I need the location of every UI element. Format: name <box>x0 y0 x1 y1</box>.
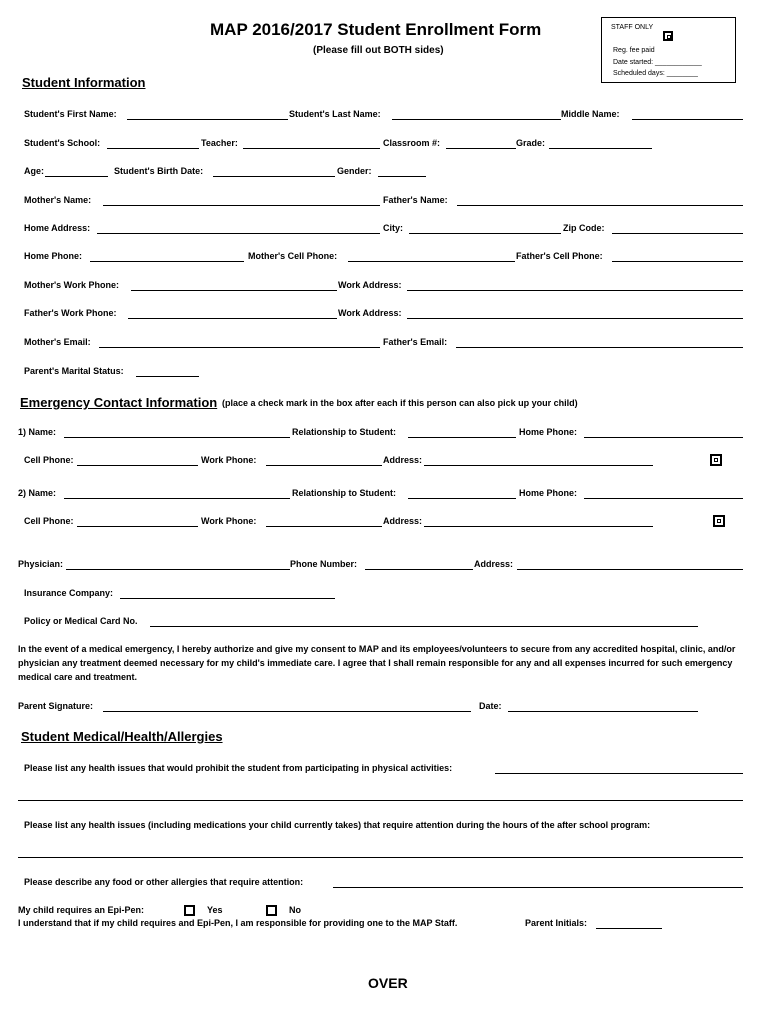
epipen-label: My child requires an Epi-Pen: <box>18 905 145 915</box>
mother-email-field[interactable] <box>99 347 380 348</box>
birth-date-label: Student's Birth Date: <box>114 166 204 176</box>
home-phone-label: Home Phone: <box>24 251 83 261</box>
zip-field[interactable] <box>612 233 743 234</box>
contact1-pickup-checkbox[interactable] <box>710 454 722 466</box>
contact2-work-label: Work Phone: <box>201 516 257 526</box>
father-cell-field[interactable] <box>612 261 743 262</box>
physician-address-field[interactable] <box>517 569 743 570</box>
health-q1-label: Please list any health issues that would prohibit the student from participating in physical activities: <box>24 763 453 773</box>
reg-fee-label: Reg. fee paid <box>613 47 655 54</box>
staff-only-label: STAFF ONLY <box>611 24 654 31</box>
health-q1-field[interactable] <box>495 773 743 774</box>
age-label: Age: <box>24 166 44 176</box>
contact2-work-field[interactable] <box>266 526 382 527</box>
emergency-heading: Emergency Contact Information <box>20 395 218 410</box>
contact2-address-label: Address: <box>383 516 423 526</box>
mother-email-label: Mother's Email: <box>24 337 91 347</box>
last-name-field[interactable] <box>392 119 561 120</box>
marital-status-field[interactable] <box>136 376 199 377</box>
insurance-field[interactable] <box>120 598 335 599</box>
signature-date-label: Date: <box>479 701 502 711</box>
contact1-home-phone-field[interactable] <box>584 437 743 438</box>
father-email-label: Father's Email: <box>383 337 448 347</box>
last-name-label: Student's Last Name: <box>289 109 381 119</box>
signature-field[interactable] <box>103 711 471 712</box>
home-address-label: Home Address: <box>24 223 91 233</box>
epipen-yes-label: Yes <box>207 905 223 915</box>
mothers-name-field[interactable] <box>103 205 380 206</box>
school-label: Student's School: <box>24 138 101 148</box>
mother-work-phone-label: Mother's Work Phone: <box>24 280 119 290</box>
physician-phone-label: Phone Number: <box>290 559 358 569</box>
physician-address-label: Address: <box>474 559 514 569</box>
contact1-address-label: Address: <box>383 455 423 465</box>
contact1-home-phone-label: Home Phone: <box>519 427 578 437</box>
parent-initials-label: Parent Initials: <box>525 918 588 928</box>
father-email-field[interactable] <box>456 347 743 348</box>
form-subtitle: (Please fill out BOTH sides) <box>313 45 444 56</box>
father-work-address-label: Work Address: <box>338 308 402 318</box>
epipen-note: I understand that if my child requires and Epi-Pen, I am responsible for providing one to the MAP Staff. <box>18 918 458 928</box>
middle-name-field[interactable] <box>632 119 743 120</box>
mother-work-phone-field[interactable] <box>131 290 337 291</box>
health-q2-label: Please list any health issues (including medications your child currently takes) that require attention during the hours of the after school program: <box>24 820 651 830</box>
health-heading: Student Medical/Health/Allergies <box>21 729 223 744</box>
father-work-phone-label: Father's Work Phone: <box>24 308 117 318</box>
father-cell-label: Father's Cell Phone: <box>516 251 603 261</box>
contact2-cell-label: Cell Phone: <box>24 516 74 526</box>
student-info-heading: Student Information <box>22 75 146 90</box>
allergies-label: Please describe any food or other allergies that require attention: <box>24 877 304 887</box>
first-name-label: Student's First Name: <box>24 109 117 119</box>
fathers-name-field[interactable] <box>457 205 743 206</box>
parent-initials-field[interactable] <box>596 928 662 929</box>
fathers-name-label: Father's Name: <box>383 195 448 205</box>
epipen-yes-checkbox[interactable] <box>184 905 195 916</box>
contact1-address-field[interactable] <box>424 465 653 466</box>
home-phone-field[interactable] <box>90 261 244 262</box>
classroom-label: Classroom #: <box>383 138 441 148</box>
emergency-note: (place a check mark in the box after each if this person can also pick up your child) <box>222 398 578 408</box>
date-started-label: Date started: ____________ <box>613 59 702 66</box>
contact2-home-phone-label: Home Phone: <box>519 488 578 498</box>
staff-checkbox[interactable] <box>663 31 673 41</box>
age-field[interactable] <box>45 176 108 177</box>
contact1-work-field[interactable] <box>266 465 382 466</box>
middle-name-label: Middle Name: <box>561 109 620 119</box>
insurance-label: Insurance Company: <box>24 588 114 598</box>
epipen-no-checkbox[interactable] <box>266 905 277 916</box>
physician-phone-field[interactable] <box>365 569 473 570</box>
contact2-address-field[interactable] <box>424 526 653 527</box>
grade-label: Grade: <box>516 138 546 148</box>
zip-label: Zip Code: <box>563 223 605 233</box>
signature-label: Parent Signature: <box>18 701 94 711</box>
health-q2-field[interactable] <box>18 857 743 858</box>
contact2-name-field[interactable] <box>64 498 290 499</box>
school-field[interactable] <box>107 148 199 149</box>
home-address-field[interactable] <box>97 233 380 234</box>
contact1-name-label: 1) Name: <box>18 427 57 437</box>
mother-cell-field[interactable] <box>348 261 515 262</box>
contact2-relationship-field[interactable] <box>408 498 516 499</box>
physician-field[interactable] <box>66 569 290 570</box>
consent-paragraph: In the event of a medical emergency, I hereby authorize and give my consent to MAP and its employees/volunteers to secure from any accredited hospital, clinic, and/or physician any treatment deemed necessary for my child's immediate care. I agree that I shall remain responsible for any and all expenses incurred for such emergency medical care and treatment. <box>18 644 736 682</box>
contact2-pickup-checkbox[interactable] <box>713 515 725 527</box>
policy-label: Policy or Medical Card No. <box>24 616 138 626</box>
contact1-name-field[interactable] <box>64 437 290 438</box>
contact1-relationship-field[interactable] <box>408 437 516 438</box>
policy-field[interactable] <box>150 626 698 627</box>
city-label: City: <box>383 223 403 233</box>
classroom-field[interactable] <box>446 148 516 149</box>
epipen-no-label: No <box>289 905 301 915</box>
contact2-relationship-label: Relationship to Student: <box>292 488 396 498</box>
first-name-field[interactable] <box>127 119 288 120</box>
contact2-home-phone-field[interactable] <box>584 498 743 499</box>
contact1-cell-field[interactable] <box>77 465 198 466</box>
physician-label: Physician: <box>18 559 64 569</box>
grade-field[interactable] <box>549 148 652 149</box>
contact2-cell-field[interactable] <box>77 526 198 527</box>
mother-cell-label: Mother's Cell Phone: <box>248 251 338 261</box>
city-field[interactable] <box>409 233 561 234</box>
mother-work-address-label: Work Address: <box>338 280 402 290</box>
allergies-field[interactable] <box>333 887 743 888</box>
contact1-work-label: Work Phone: <box>201 455 257 465</box>
teacher-field[interactable] <box>243 148 380 149</box>
birth-date-field[interactable] <box>213 176 335 177</box>
over-label: OVER <box>368 975 408 991</box>
marital-status-label: Parent's Marital Status: <box>24 366 124 376</box>
mothers-name-label: Mother's Name: <box>24 195 92 205</box>
form-title: MAP 2016/2017 Student Enrollment Form <box>210 20 542 39</box>
father-work-address-field[interactable] <box>407 318 743 319</box>
contact1-relationship-label: Relationship to Student: <box>292 427 396 437</box>
father-work-phone-field[interactable] <box>128 318 337 319</box>
gender-field[interactable] <box>378 176 426 177</box>
health-q1-extra-line[interactable] <box>18 800 743 801</box>
mother-work-address-field[interactable] <box>407 290 743 291</box>
contact1-cell-label: Cell Phone: <box>24 455 74 465</box>
contact2-name-label: 2) Name: <box>18 488 57 498</box>
signature-date-field[interactable] <box>508 711 698 712</box>
teacher-label: Teacher: <box>201 138 238 148</box>
scheduled-days-label: Scheduled days: ________ <box>613 70 698 77</box>
gender-label: Gender: <box>337 166 372 176</box>
